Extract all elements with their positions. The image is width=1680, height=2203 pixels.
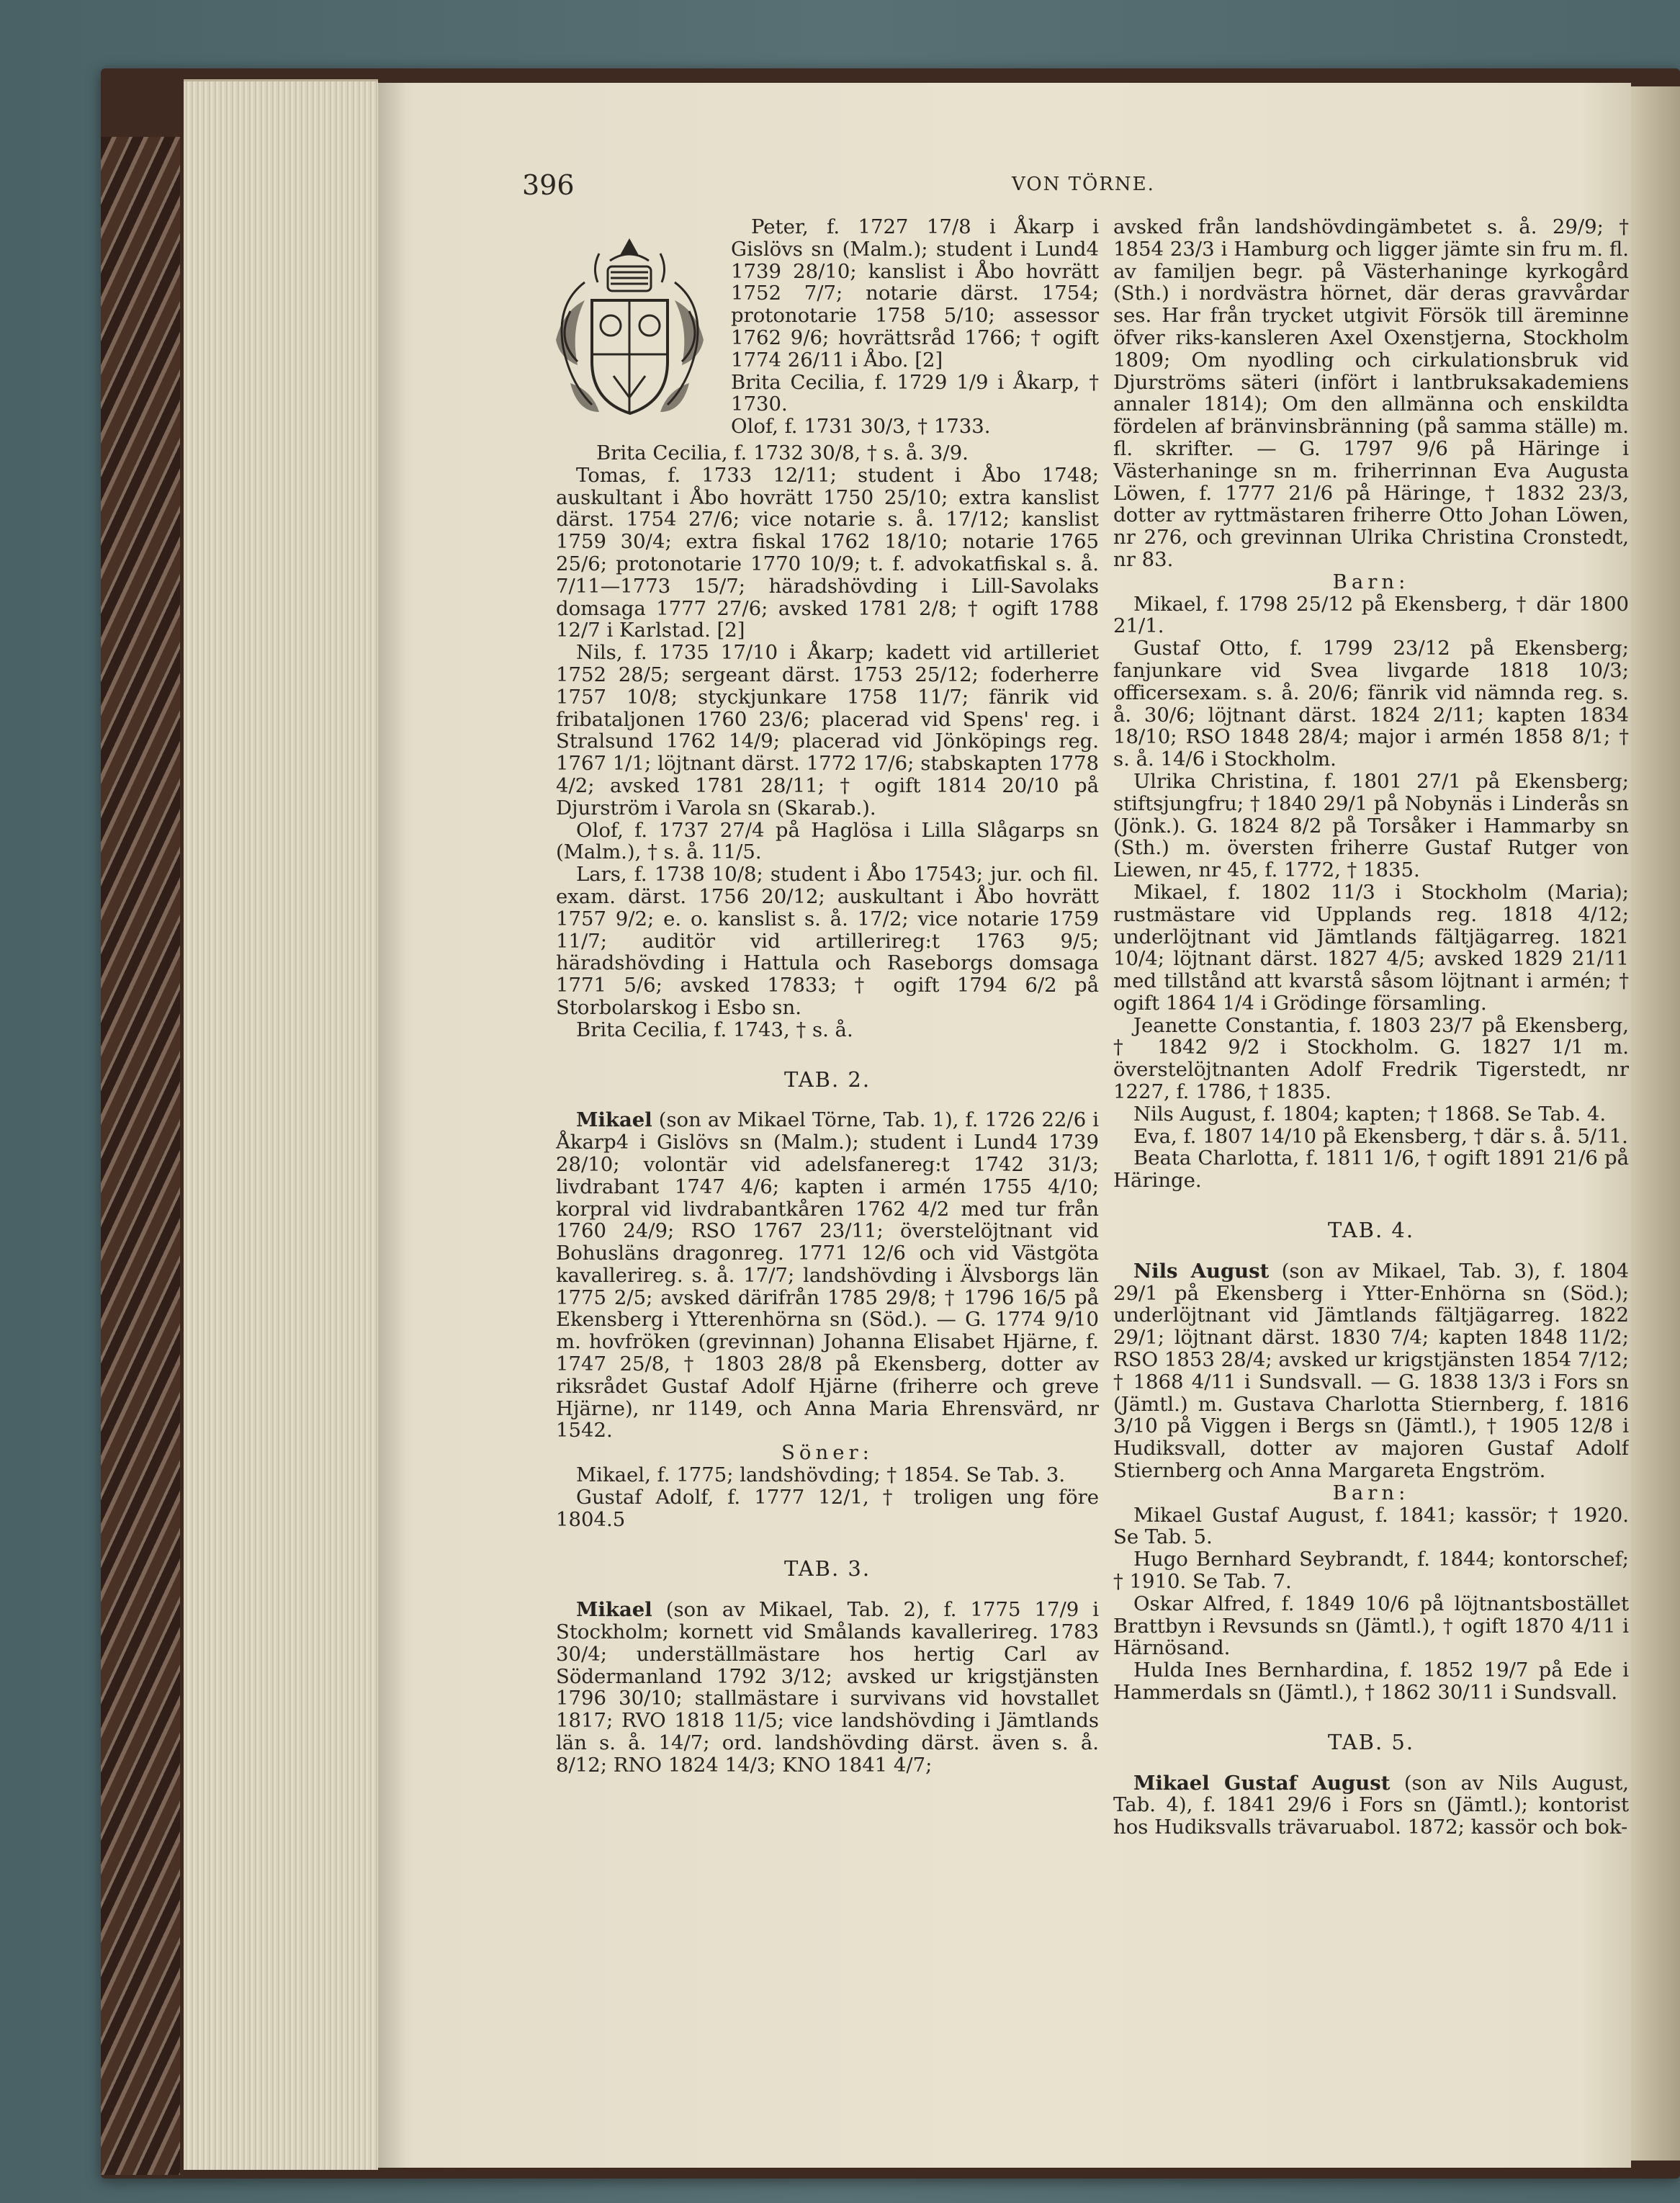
tab-2-son-mikael: Mikael, f. 1775; landshövding; † 1854. Se Tab. 3. [576, 1463, 1066, 1487]
child4-hulda: Hulda Ines Bernhardina, f. 1852 19/7 på Ede i Hammerdals sn (Jämtl.), † 1862 30/11 i Sundsvall. [1113, 1659, 1629, 1704]
tab-2-name: Mikael [576, 1108, 652, 1132]
tab-5-name: Mikael Gustaf August [1133, 1771, 1391, 1795]
page-stack-edge [184, 79, 378, 2170]
tab-4-body: (son av Mikael, Tab. 3), f. 1804 29/1 på Ekensberg i Ytter-Enhörna sn (Söd.); underlöjtnant vid Jämtlands fältjägarreg. 1822 29/1; löjtnant därst. 1830 7/4; kapten 1848 11/2; RSO 1853 28/4; avsked ur krigstjänsten 1854 7/12; † 1868 4/11 i Sundsvall. — G. 1838 13/3 i Fors sn (Jämtl.) m. Gustava Charlotta Stiernberg, f. 1816 3/10 på Viggen i Bergs sn (Jämtl.), † 1905 12/8 i Hudiksvall, dotter av majoren Gustaf Adolf Stiernberg och Anna Margareta Engström. [1113, 1259, 1629, 1483]
tab-4-name: Nils August [1133, 1259, 1270, 1283]
soner-label: Söner: [781, 1441, 873, 1465]
entry-nils: Nils, f. 1735 17/10 i Åkarp; kadett vid artilleriet 1752 28/5; sergeant därst. 1753 25/12; foderherre 1757 10/8; styckjunkare 1758 11/7; fänrik vid fribataljonen 1760 23/6; placerad vid Spens' reg. i Stralsund 1762 14/9; placerad vid Jönköpings reg. 1767 1/1; löjtnant därst. 1772 17/6; stabskapten 1778 4/2; avsked 1781 28/11; † ogift 1814 20/10 på Djurström i Varola sn (Skarab.). [556, 641, 1099, 820]
coat-of-arms [542, 232, 718, 442]
entry-brita-2: Brita Cecilia, f. 1732 30/8, † s. å. 3/9. [596, 441, 969, 465]
running-title: VON TÖRNE. [1012, 174, 1155, 195]
child-beata: Beata Charlotta, f. 1811 1/6, † ogift 1891 21/6 på Häringe. [1113, 1147, 1629, 1193]
spine-shadow [378, 83, 407, 2168]
entry-tomas: Tomas, f. 1733 12/11; student i Åbo 1748; auskultant i Åbo hovrätt 1750 25/10; extra kanslist därst. 1754 27/6; vice notarie s. å. 17/12; kanslist 1759 30/4; extra fiskal 1762 18/10; notarie 1765 25/6; protonotarie 1770 10/9; t. f. advokatfiskal s. å. 7/11—1773 15/7; häradshövding i Lill-Savolaks domsaga 1777 27/6; avsked 1781 2/8; † ogift 1788 12/7 i Karlstad. [2] [556, 463, 1099, 642]
coat-of-arms-icon [542, 232, 718, 442]
page-number: 396 [522, 169, 575, 201]
entry-olof-2: Olof, f. 1737 27/4 på Haglösa i Lilla Slågarps sn (Malm.), † s. å. 11/5. [556, 818, 1099, 864]
barn-label: Barn: [1332, 570, 1410, 593]
tab-3-heading: TAB. 3. [783, 1556, 871, 1581]
child4-hugo: Hugo Bernhard Seybrandt, f. 1844; kontorschef; † 1910. Se Tab. 7. [1113, 1548, 1629, 1594]
tab-3-name: Mikael [576, 1598, 652, 1622]
right-column [1113, 216, 1629, 1839]
tab-5-body: (son av Nils August, Tab. 4), f. 1841 29/6 i Fors sn (Jämtl.); kontorist hos Hudiksvalls trävaruabol. 1872; kassör och bok- [1113, 1771, 1629, 1839]
child4-mikael: Mikael Gustaf August, f. 1841; kassör; † 1920. Se Tab. 5. [1113, 1503, 1629, 1549]
page-header [522, 169, 1635, 205]
tab-4-heading: TAB. 4. [1327, 1218, 1415, 1243]
tab-2-body: (son av Mikael Törne, Tab. 1), f. 1726 22/6 i Åkarp4 i Gislövs sn (Malm.); student i Lund4 1739 28/10; volontär vid adelsfanereg:t 1742 31/3; livdrabant 1747 4/6; kapten i armén 1755 4/10; korpral vid livdrabantkåren 1762 4/2 med tur från 1760 24/9; RSO 1767 23/11; överstelöjtnant vid Bohusläns dragonreg. 1771 12/6 och vid Västgöta kavallerireg. s. å. 17/7; landshövding i Älvsborgs län 1775 2/5; avsked därifrån 1785 29/8; † 1796 16/5 på Ekensberg i Ytterenhörna sn (Söd.). — G. 1774 9/10 m. hovfröken (grevinnan) Johanna Elisabet Hjärne, f. 1747 25/8, † 1803 28/8 på Ekensberg, dotter av riksrådet Gustaf Adolf Hjärne (friherre och greve Hjärne), nr 1149, och Anna Maria Ehrensvärd, nr 1542. [556, 1108, 1099, 1443]
tab-2-heading: TAB. 2. [783, 1067, 871, 1092]
tab-3-continuation: avsked från landshövdingämbetet s. å. 29/9; † 1854 23/3 i Hamburg och ligger jämte sin fru m. fl. av familjen begr. på Västerhaninge kyrkogård (Sth.) i nordvästra hörnet, där deras gravvårdar ses. Har från trycket utgivit Försök till äreminne öfver riks-kansleren Axel Oxenstjerna, Stockholm 1809; Om nyodling och cirkulationsbruk vid Djurströms säteri (infört i lantbruksakademiens annaler 1814); Om den allmänna och enskildta fördelen af bränvinsbränning (på samma ställe) m. fl. skrifter. — G. 1797 9/6 på Häringe i Västerhaninge sn m. friherrinnan Eva Augusta Löwen, f. 1777 21/6 på Häringe, † 1832 23/3, dotter av ryttmästaren friherre Otto Johan Löwen, nr 276, och grevinnan Ulrika Christina Cronstedt, nr 83. [1113, 216, 1629, 571]
tab-3-body: (son av Mikael, Tab. 2), f. 1775 17/9 i Stockholm; kornett vid Smålands kavallerireg. 1783 30/4; underställmästare hos hertig Carl av Södermanland 1792 3/12; avsked ur krigstjänsten 1796 30/10; stallmästare i survivans vid hovstallet 1817; RVO 1818 11/5; vice landshövding i Jämtlands län s. å. 14/7; ord. landshövding därst. även s. å. 8/12; RNO 1824 14/3; KNO 1841 4/7; [556, 1598, 1099, 1777]
entry-brita-1: Brita Cecilia, f. 1729 1/9 i Åkarp, † 1730. [731, 370, 1099, 416]
marbled-endpaper [101, 137, 180, 2175]
child-nils-august: Nils August, f. 1804; kapten; † 1868. Se Tab. 4. [1133, 1102, 1607, 1126]
entry-peter: Peter, f. 1727 17/8 i Åkarp i Gislövs sn (Malm.); student i Lund4 1739 28/10; kanslist i Åbo hovrätt 1752 7/7; notarie därst. 1754; protonotarie 1758 5/10; assessor 1762 9/6; hovrättsråd 1766; † ogift 1774 26/11 i Åbo. [2] [731, 215, 1099, 372]
tab-5-heading: TAB. 5. [1327, 1729, 1415, 1754]
barn-label-2: Barn: [1332, 1481, 1410, 1504]
entry-lars: Lars, f. 1738 10/8; student i Åbo 17543; jur. och fil. exam. därst. 1756 20/12; auskultant i Åbo hovrätt 1757 9/2; e. o. kanslist s. å. 17/2; vice notarie 1759 11/7; auditör vid artillerireg:t 1763 9/5; häradshövding i Hattula och Raseborgs domsaga 1771 5/6; avsked 17833; † ogift 1794 6/2 på Storbolarskog i Esbo sn. [556, 863, 1099, 1019]
page-right-edge [1631, 86, 1680, 2161]
child4-oskar: Oskar Alfred, f. 1849 10/6 på löjtnantsbostället Brattbyn i Revsunds sn (Jämtl.), † ogift 1870 4/11 i Härnösand. [1113, 1592, 1629, 1660]
tab-2-son-gustaf: Gustaf Adolf, f. 1777 12/1, † troligen ung före 1804.5 [556, 1485, 1099, 1531]
child-mikael: Mikael, f. 1798 25/12 på Ekensberg, † där 1800 21/1. [1113, 592, 1629, 638]
child-gustaf-otto: Gustaf Otto, f. 1799 23/12 på Ekensberg; fanjunkare vid Svea livgarde 1818 10/3; officersexam. s. å. 20/6; fänrik vid nämnda reg. s. å. 30/6; löjtnant därst. 1824 2/11; kapten 1834 18/10; RSO 1848 28/4; major i armén 1858 8/1; † s. å. 14/6 i Stockholm. [1113, 637, 1629, 771]
child-ulrika: Ulrika Christina, f. 1801 27/1 på Ekensberg; stiftsjungfru; † 1840 29/1 på Nobynäs i Linderås sn (Jönk.). G. 1824 8/2 på Torsåker i Hammarby sn (Sth.) m. översten friherre Gustaf Rutger von Liewen, nr 45, f. 1772, † 1835. [1113, 769, 1629, 882]
entry-olof-1: Olof, f. 1731 30/3, † 1733. [731, 415, 991, 439]
child-mikael-2: Mikael, f. 1802 11/3 i Stockholm (Maria); rustmästare vid Upplands reg. 1818 4/12; underlöjtnant vid Jämtlands fältjägarreg. 1821 10/4; löjtnant därst. 1827 4/5; avsked 1829 21/11 med tillstånd att kvarstå såsom löjtnant i armén; † ogift 1864 1/4 i Grödinge församling. [1113, 880, 1629, 1015]
child-eva: Eva, f. 1807 14/10 på Ekensberg, † där s. å. 5/11. [1133, 1124, 1628, 1148]
child-jeanette: Jeanette Constantia, f. 1803 23/7 på Ekensberg, † 1842 9/2 i Stockholm. G. 1827 1/1 m. överstelöjtnanten Adolf Fredrik Tigerstedt, nr 1227, f. 1786, † 1835. [1113, 1013, 1629, 1104]
left-column [556, 216, 1099, 1777]
entry-brita-3: Brita Cecilia, f. 1743, † s. å. [576, 1018, 853, 1041]
